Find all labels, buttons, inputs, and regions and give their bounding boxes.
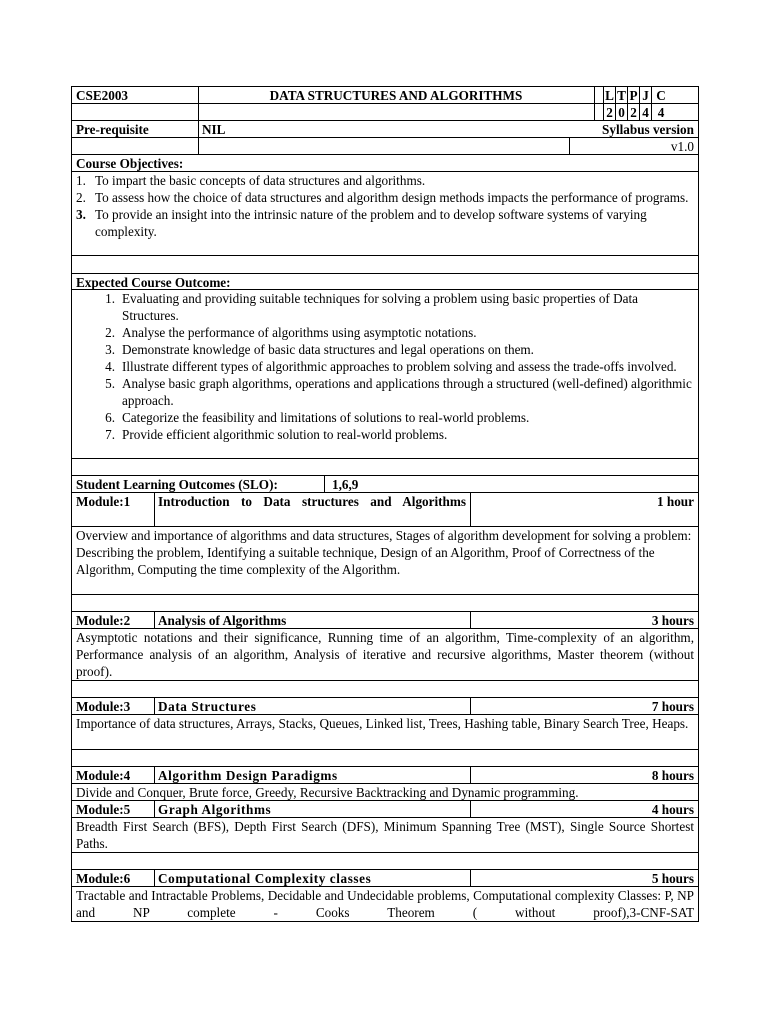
ltpjc-value: 4: [639, 104, 651, 120]
module-content: Tractable and Intractable Problems, Decidable and Undecidable problems, Computational complexity Classes: P, NP and NP complete - Cooks Theorem ( without proof),3-CNF-SAT: [71, 887, 699, 922]
syllabus-table: [71, 86, 699, 922]
spacer-row: [71, 853, 699, 870]
outcome-item: 7. Provide efficient algorithmic solution to real-world problems.: [105, 427, 448, 442]
objectives-title: Course Objectives:: [71, 155, 699, 172]
course-title: DATA STRUCTURES AND ALGORITHMS: [269, 88, 523, 103]
spacer-row: [71, 459, 699, 476]
module-hours: 8 hours: [651, 768, 694, 783]
module-content: Asymptotic notations and their significance, Running time of an algorithm, Time-complexity of an algorithm, Performance analysis of an algorithm, Analysis of iterative and recursive algorithms, Master theorem (without proof).: [71, 629, 699, 681]
module-header-row: [71, 612, 699, 629]
objective-item: 2. To assess how the choice of data structures and algorithm design methods impacts the performance of programs.: [76, 190, 689, 205]
module-header-row: [71, 870, 699, 887]
module-content: Importance of data structures, Arrays, Stacks, Queues, Linked list, Trees, Hashing table, Binary Search Tree, Heaps.: [71, 715, 699, 750]
ltpjc-value: 2: [603, 104, 615, 120]
prerequisite-value: NIL: [202, 122, 226, 137]
ltpjc-label: P: [627, 87, 639, 103]
syllabus-version-value: v1.0: [670, 139, 694, 154]
syllabus-version-label: Syllabus version: [602, 122, 694, 137]
module-label: Module:2: [76, 613, 131, 628]
course-code: CSE2003: [76, 88, 129, 103]
module-hours: 1 hour: [656, 494, 694, 509]
ltpjc-values: [603, 104, 670, 120]
module-title: Graph Algorithms: [158, 802, 272, 817]
ltpjc-labels: [603, 87, 670, 103]
ltpjc-label: C: [651, 87, 670, 103]
module-hours: 3 hours: [651, 613, 694, 628]
ltpjc-value: 4: [651, 104, 670, 120]
module-header-row: [71, 493, 699, 527]
outcome-item: 5. Analyse basic graph algorithms, operations and applications through a structured (well-defined) algorithmic approach.: [105, 376, 692, 408]
module-content: Divide and Conquer, Brute force, Greedy, Recursive Backtracking and Dynamic programming.: [71, 784, 699, 801]
slo-label: Student Learning Outcomes (SLO):: [76, 477, 278, 492]
module-label: Module:6: [76, 871, 131, 886]
objective-item: 3. To provide an insight into the intrinsic nature of the problem and to develop software systems of varying complexity.: [76, 207, 647, 239]
module-header-row: [71, 767, 699, 784]
syllabus-version-row: [71, 138, 699, 155]
slo-value: 1,6,9: [332, 477, 359, 492]
module-label: Module:3: [76, 699, 131, 714]
spacer-row: [71, 256, 699, 274]
outcomes-title: Expected Course Outcome:: [71, 274, 699, 290]
module-title: Data Structures: [158, 699, 257, 714]
outcome-item: 3. Demonstrate knowledge of basic data structures and legal operations on them.: [105, 342, 534, 357]
module-hours: 5 hours: [651, 871, 694, 886]
module-header-row: [71, 801, 699, 818]
slo-row: [71, 476, 699, 493]
spacer-row: [71, 750, 699, 767]
outcome-item: 2. Analyse the performance of algorithms using asymptotic notations.: [105, 325, 477, 340]
ltpjc-label: T: [615, 87, 627, 103]
ltpjc-label: J: [639, 87, 651, 103]
objectives-section: [71, 172, 699, 256]
outcome-item: 6. Categorize the feasibility and limitations of solutions to real-world problems.: [105, 410, 530, 425]
module-hours: 4 hours: [651, 802, 694, 817]
spacer-row: [71, 681, 699, 698]
module-hours: 7 hours: [651, 699, 694, 714]
ltpjc-label: L: [603, 87, 615, 103]
outcomes-section: [71, 290, 699, 459]
outcome-item: 4. Illustrate different types of algorithmic approaches to problem solving and assess the trade-offs involved.: [105, 359, 677, 374]
module-label: Module:5: [76, 802, 131, 817]
module-title: Introduction to Data structures and Algorithms: [158, 494, 466, 509]
credits-row: [71, 104, 699, 121]
module-title: Analysis of Algorithms: [158, 613, 287, 628]
module-header-row: [71, 698, 699, 715]
prerequisite-label: Pre-requisite: [76, 122, 149, 137]
course-header-row: [71, 86, 699, 104]
ltpjc-value: 2: [627, 104, 639, 120]
module-title: Computational Complexity classes: [158, 871, 372, 886]
outcome-item: 1. Evaluating and providing suitable techniques for solving a problem using basic properties of Data Structures.: [105, 291, 639, 323]
module-label: Module:4: [76, 768, 131, 783]
module-content: Overview and importance of algorithms and data structures, Stages of algorithm development for solving a problem: Describing the problem, Identifying a suitable technique, Design of an Algorithm, Proof of Correctness of the Algorithm, Computing the time complexity of the Algorithm.: [71, 527, 699, 595]
module-title: Algorithm Design Paradigms: [158, 768, 338, 783]
module-label: Module:1: [76, 494, 131, 509]
ltpjc-value: 0: [615, 104, 627, 120]
objective-item: 1. To impart the basic concepts of data structures and algorithms.: [76, 173, 426, 188]
prerequisite-row: [71, 121, 699, 138]
spacer-row: [71, 595, 699, 612]
module-content: Breadth First Search (BFS), Depth First Search (DFS), Minimum Spanning Tree (MST), Single Source Shortest Paths.: [71, 818, 699, 853]
